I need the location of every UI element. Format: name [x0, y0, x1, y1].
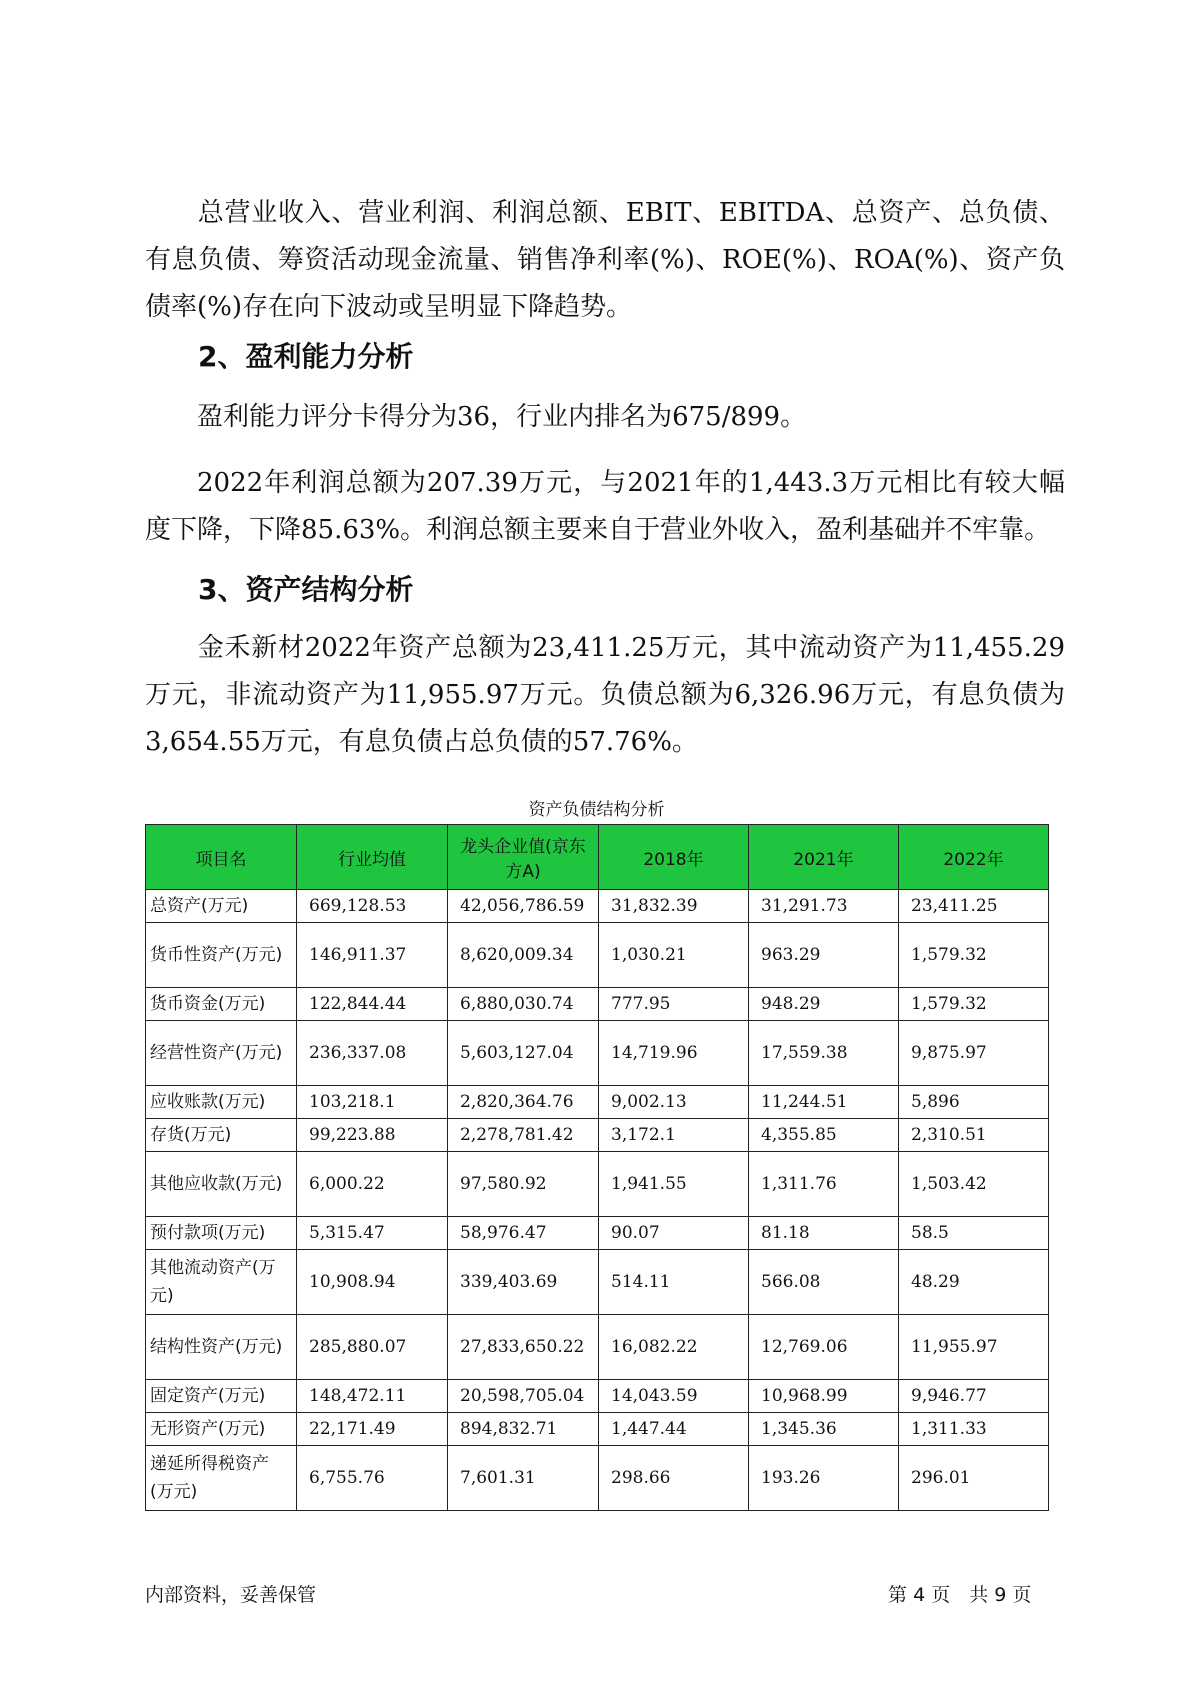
- cell-value: 1,503.42: [899, 1152, 1049, 1217]
- cell-value: 81.18: [749, 1217, 899, 1250]
- cell-value: 22,171.49: [297, 1413, 448, 1446]
- cell-value: 2,820,364.76: [448, 1086, 599, 1119]
- table-row: [146, 890, 1049, 923]
- heading-profitability: 2、盈利能力分析: [198, 340, 414, 373]
- paragraph-score: 盈利能力评分卡得分为36，行业内排名为675/899。: [197, 402, 807, 432]
- row-label: 结构性资产(万元): [146, 1315, 297, 1380]
- cell-value: 27,833,650.22: [448, 1315, 599, 1380]
- cell-value: 298.66: [599, 1446, 749, 1511]
- cell-value: 31,832.39: [599, 890, 749, 923]
- cell-value: 17,559.38: [749, 1021, 899, 1086]
- cell-value: 48.29: [899, 1250, 1049, 1315]
- row-label: 递延所得税资产(万元): [146, 1446, 297, 1511]
- row-label: 总资产(万元): [146, 890, 297, 923]
- cell-value: 3,172.1: [599, 1119, 749, 1152]
- header-2021: 2021年: [749, 825, 899, 890]
- header-leader: 龙头企业值(京东方A): [448, 825, 599, 890]
- table-row: [146, 1086, 1049, 1119]
- cell-value: 11,955.97: [899, 1315, 1049, 1380]
- cell-value: 31,291.73: [749, 890, 899, 923]
- cell-value: 4,355.85: [749, 1119, 899, 1152]
- cell-value: 7,601.31: [448, 1446, 599, 1511]
- table-row: [146, 1380, 1049, 1413]
- cell-value: 1,941.55: [599, 1152, 749, 1217]
- total-pages: 9: [994, 1584, 1007, 1606]
- cell-value: 11,244.51: [749, 1086, 899, 1119]
- cell-value: 42,056,786.59: [448, 890, 599, 923]
- cell-value: 122,844.44: [297, 988, 448, 1021]
- table-row: [146, 988, 1049, 1021]
- cell-value: 58,976.47: [448, 1217, 599, 1250]
- cell-value: 339,403.69: [448, 1250, 599, 1315]
- table-row: [146, 1413, 1049, 1446]
- paragraph-profit: 2022年利润总额为207.39万元，与2021年的1,443.3万元相比有较大幅度下降，下降85.63%。利润总额主要来自于营业外收入，盈利基础并不牢靠。: [145, 468, 1065, 545]
- header-item: 项目名: [146, 825, 297, 890]
- footer-confidential: 内部资料，妥善保管: [145, 1584, 317, 1606]
- table-row: [146, 923, 1049, 988]
- cell-value: 566.08: [749, 1250, 899, 1315]
- header-2018: 2018年: [599, 825, 749, 890]
- table-row: [146, 1446, 1049, 1511]
- row-label: 货币资金(万元): [146, 988, 297, 1021]
- cell-value: 6,755.76: [297, 1446, 448, 1511]
- table-row: [146, 1021, 1049, 1086]
- table-row: [146, 1217, 1049, 1250]
- cell-value: 9,946.77: [899, 1380, 1049, 1413]
- row-label: 其他应收款(万元): [146, 1152, 297, 1217]
- table-row: [146, 1250, 1049, 1315]
- cell-value: 514.11: [599, 1250, 749, 1315]
- table-row: [146, 1315, 1049, 1380]
- cell-value: 14,719.96: [599, 1021, 749, 1086]
- heading-asset-structure: 3、资产结构分析: [198, 573, 414, 606]
- cell-value: 23,411.25: [899, 890, 1049, 923]
- balance-structure-table: [145, 824, 1049, 1511]
- cell-value: 894,832.71: [448, 1413, 599, 1446]
- cell-value: 669,128.53: [297, 890, 448, 923]
- cell-value: 10,908.94: [297, 1250, 448, 1315]
- cell-value: 5,896: [899, 1086, 1049, 1119]
- cell-value: 1,447.44: [599, 1413, 749, 1446]
- cell-value: 1,579.32: [899, 988, 1049, 1021]
- cell-value: 16,082.22: [599, 1315, 749, 1380]
- cell-value: 1,579.32: [899, 923, 1049, 988]
- paragraph-assets: 金禾新材2022年资产总额为23,411.25万元，其中流动资产为11,455.29万元，非流动资产为11,955.97万元。负债总额为6,326.96万元，有息负债为3,654.55万元，有息负债占总负债的57.76%。: [145, 633, 1065, 757]
- row-label: 预付款项(万元): [146, 1217, 297, 1250]
- current-page: 4: [913, 1584, 926, 1606]
- table-header-row: [146, 825, 1049, 890]
- cell-value: 146,911.37: [297, 923, 448, 988]
- row-label: 固定资产(万元): [146, 1380, 297, 1413]
- cell-value: 14,043.59: [599, 1380, 749, 1413]
- cell-value: 10,968.99: [749, 1380, 899, 1413]
- cell-value: 193.26: [749, 1446, 899, 1511]
- cell-value: 20,598,705.04: [448, 1380, 599, 1413]
- cell-value: 90.07: [599, 1217, 749, 1250]
- row-label: 存货(万元): [146, 1119, 297, 1152]
- cell-value: 1,345.36: [749, 1413, 899, 1446]
- cell-value: 6,880,030.74: [448, 988, 599, 1021]
- cell-value: 97,580.92: [448, 1152, 599, 1217]
- cell-value: 148,472.11: [297, 1380, 448, 1413]
- cell-value: 5,603,127.04: [448, 1021, 599, 1086]
- row-label: 无形资产(万元): [146, 1413, 297, 1446]
- cell-value: 296.01: [899, 1446, 1049, 1511]
- header-2022: 2022年: [899, 825, 1049, 890]
- cell-value: 58.5: [899, 1217, 1049, 1250]
- cell-value: 5,315.47: [297, 1217, 448, 1250]
- cell-value: 6,000.22: [297, 1152, 448, 1217]
- cell-value: 948.29: [749, 988, 899, 1021]
- cell-value: 236,337.08: [297, 1021, 448, 1086]
- table-caption: 资产负债结构分析: [528, 800, 665, 820]
- cell-value: 777.95: [599, 988, 749, 1021]
- cell-value: 1,311.33: [899, 1413, 1049, 1446]
- table-row: [146, 1119, 1049, 1152]
- cell-value: 99,223.88: [297, 1119, 448, 1152]
- footer-page-number: 第 4 页 共 9 页: [888, 1584, 1032, 1606]
- cell-value: 103,218.1: [297, 1086, 448, 1119]
- cell-value: 285,880.07: [297, 1315, 448, 1380]
- row-label: 应收账款(万元): [146, 1086, 297, 1119]
- cell-value: 8,620,009.34: [448, 923, 599, 988]
- cell-value: 1,030.21: [599, 923, 749, 988]
- cell-value: 1,311.76: [749, 1152, 899, 1217]
- row-label: 货币性资产(万元): [146, 923, 297, 988]
- row-label: 其他流动资产(万元): [146, 1250, 297, 1315]
- row-label: 经营性资产(万元): [146, 1021, 297, 1086]
- table-row: [146, 1152, 1049, 1217]
- cell-value: 9,002.13: [599, 1086, 749, 1119]
- paragraph-risk-trends: 总营业收入、营业利润、利润总额、EBIT、EBITDA、总资产、总负债、有息负债、筹资活动现金流量、销售净利率(%)、ROE(%)、ROA(%)、资产负债率(%)存在向下波动或呈明显下降趋势。: [145, 198, 1065, 322]
- cell-value: 2,310.51: [899, 1119, 1049, 1152]
- cell-value: 2,278,781.42: [448, 1119, 599, 1152]
- header-industry-avg: 行业均值: [297, 825, 448, 890]
- cell-value: 963.29: [749, 923, 899, 988]
- cell-value: 9,875.97: [899, 1021, 1049, 1086]
- cell-value: 12,769.06: [749, 1315, 899, 1380]
